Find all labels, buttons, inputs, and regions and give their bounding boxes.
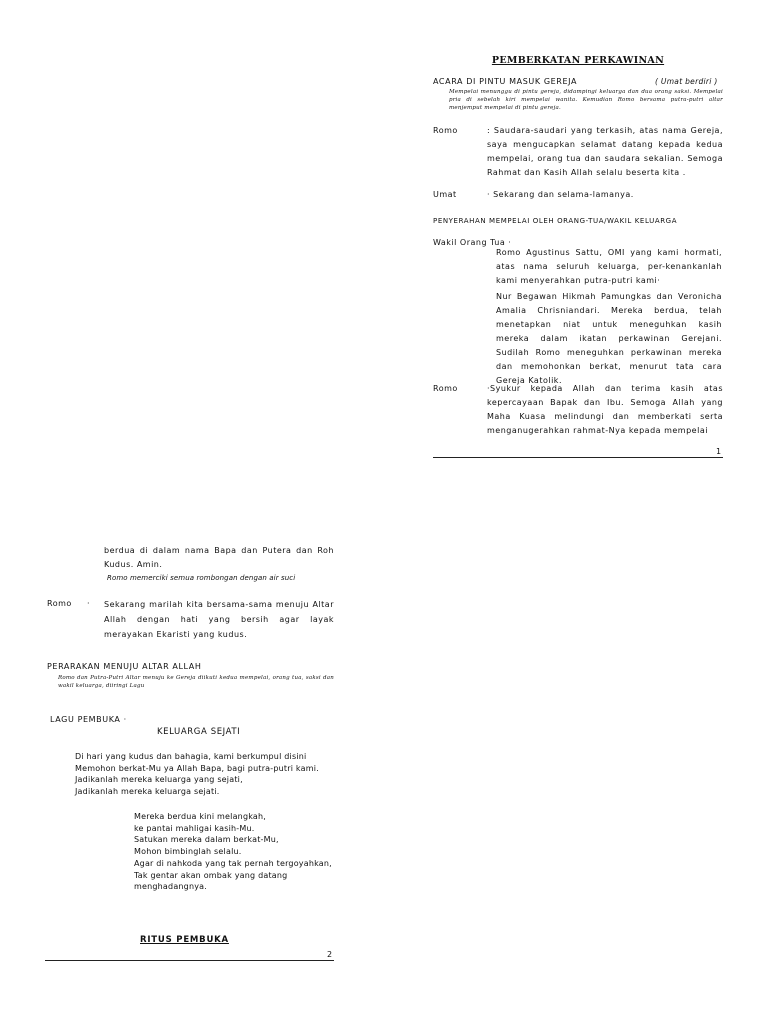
umat-response-text: · Sekarang dan selama-lamanya. [487,190,634,199]
wakil-handover-text: Romo Agustinus Sattu, OMI yang kami hormati, atas nama seluruh keluarga, per-kenankanlah kami menyerahkan putra-putri kami· [496,248,722,285]
lyric-line: Jadikanlah mereka keluarga yang sejati, [75,775,243,785]
page-number-2: 2 [327,950,333,959]
romo-invitation-text: Sekarang marilah kita bersama-sama menuju Altar Allah dengan hati yang bersih agar layak merayakan Ekaristi yang kudus. [104,600,334,639]
document-title: PEMBERKATAN PERKAWINAN [491,55,665,66]
lyric-line: Di hari yang kudus dan bahagia, kami berkumpul disini [75,752,307,761]
speaker-label-romo-3: Romo [47,599,72,608]
page-number-1: 1 [716,447,722,456]
lyric-line: Memohon berkat-Mu ya Allah Bapa, bagi putra-putri kami. [75,763,319,773]
section-heading-entrance: ACARA DI PINTU MASUK GEREJA [433,77,578,86]
entrance-instruction: Mempelai menunggu di pintu gereja, didampingi keluarga dan dua orang saksi. Mempelai pria di sebelah kiri mempelai wanita. Kemudian Romo bersama putra-putri altar menjemput mempelai di pintu gereja. [449,89,723,111]
lyric-line: ke pantai mahligai kasih-Mu. [134,823,255,833]
speaker-label-romo-2: Romo [433,384,458,393]
speaker-label-wakil: Wakil Orang Tua · [433,238,512,247]
wakil-couple-text: Nur Begawan Hikmah Pamungkas dan Veronicha Amalia Chrisniandari. Mereka berdua, telah menetapkan niat untuk meneguhkan kasih mereka dalam ikatan perkawinan Gerejani. Sudilah Romo meneguhkan perkawinan mereka dan memohonkan berkat, menurut tata cara Gereja Katolik. [496,292,722,385]
romo-greeting-text: : Saudara-saudari yang terkasih, atas nama Gereja, saya mengucapkan selamat datang kepada kedua mempelai, orang tua dan saudara sekalian. Semoga Rahmat dan Kasih Allah selalu beserta kita . [487,126,723,177]
song-title: KELUARGA SEJATI [157,727,241,737]
speaker-label-romo: Romo [433,126,458,135]
lyric-line: Mohon bimbinglah selalu. [134,847,242,857]
procession-instruction: Romo dan Putra-Putri Altar menuju ke Gereja diikuti kedua mempelai, orang tua, saksi dan wakil keluarga, diiringi Lagu [58,675,334,689]
romo-blessing-text: ·Syukur kepada Allah dan terima kasih atas kepercayaan Bapak dan Ibu. Semoga Allah yang Maha Kuasa melindungi dan memberkati serta menganugerahkan rahmat-Nya kepada mempelai [487,384,723,435]
page-1-footer-rule [433,457,723,458]
song-verse-2 [134,811,332,893]
holy-water-instruction: Romo memerciki semua rombongan dengan air suci [107,574,296,582]
lyric-line: Tak gentar akan ombak yang datang [134,870,288,880]
song-verse-1 [75,751,319,798]
lyric-line: Satukan mereka dalam berkat-Mu, [134,835,279,845]
lyric-line: Jadikanlah mereka keluarga sejati. [75,787,220,797]
section-heading-handover: PENYERAHAN MEMPELAI OLEH ORANG-TUA/WAKIL KELUARGA [433,217,678,225]
lyric-line: menghadangnya. [134,882,208,892]
page-2-footer-rule [45,960,334,961]
ritus-pembuka-heading: RITUS PEMBUKA [140,935,229,945]
opening-song-label: LAGU PEMBUKA · [50,715,127,724]
blessing-continuation-text: berdua di dalam nama Bapa dan Putera dan Roh Kudus. Amin. [104,546,334,569]
lyric-line: Mereka berdua kini melangkah, [134,812,267,821]
speaker-label-umat: Umat [433,190,457,199]
section-heading-procession: PERARAKAN MENUJU ALTAR ALLAH [47,662,202,671]
lyric-line: Agar di nahkoda yang tak pernah tergoyahkan, [134,858,332,868]
stage-direction-stand: ( Umat berdiri ) [655,77,718,86]
romo-colon: · [87,599,91,608]
